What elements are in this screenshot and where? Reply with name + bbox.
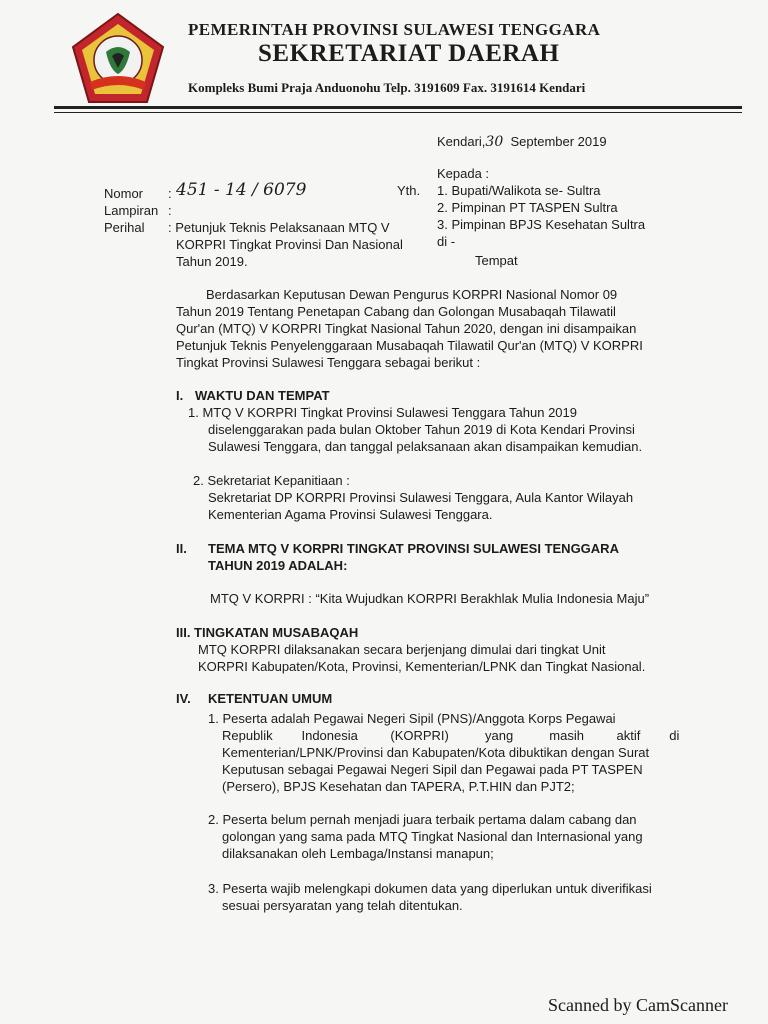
recipient-tempat: Tempat — [475, 253, 518, 268]
section-4-text: 2. Peserta belum pernah menjadi juara terbaik pertama dalam cabang dan — [208, 812, 637, 827]
recipient-yth: Yth. — [397, 183, 421, 198]
section-1-number: I. — [176, 388, 184, 403]
section-4-text: (Persero), BPJS Kesehatan dan TAPERA, P.T.HIN dan PJT2; — [222, 779, 575, 794]
section-3-text: MTQ KORPRI dilaksanakan secara berjenjang dimulai dari tingkat Unit — [198, 642, 606, 657]
lampiran-sep: : — [168, 203, 172, 218]
section-1-text: Sekretariat DP KORPRI Provinsi Sulawesi Tenggara, Aula Kantor Wilayah — [208, 490, 634, 505]
section-4-text: 3. Peserta wajib melengkapi dokumen data yang diperlukan untuk diverifikasi — [208, 881, 652, 896]
recipient-di: di - — [437, 234, 456, 249]
section-1-title: WAKTU DAN TEMPAT — [195, 388, 330, 403]
intro-line: Qur'an (MTQ) V KORPRI Tingkat Nasional Tahun 2020, dengan ini disampaikan — [176, 321, 637, 336]
section-2-theme: MTQ V KORPRI : “Kita Wujudkan KORPRI Berakhlak Mulia Indonesia Maju” — [210, 591, 650, 606]
section-1-text: Kementerian Agama Provinsi Sulawesi Tenggara. — [208, 507, 493, 522]
recipient-item: 1. Bupati/Walikota se- Sultra — [437, 183, 601, 198]
section-4-text: Republik Indonesia (KORPRI) yang masih aktif di — [222, 728, 680, 743]
section-1-text: 1. MTQ V KORPRI Tingkat Provinsi Sulawesi Tenggara Tahun 2019 — [188, 405, 577, 420]
letterhead-address: Kompleks Bumi Praja Anduonohu Telp. 3191609 Fax. 3191614 Kendari — [188, 80, 586, 95]
intro-line: Tahun 2019 Tentang Penetapan Cabang dan Golongan Musabaqah Tilawatil — [176, 304, 616, 319]
recipient-kepada: Kepada : — [437, 166, 490, 181]
section-4-text: Keputusan sebagai Pegawai Negeri Sipil dan Pegawai pada PT TASPEN — [222, 762, 643, 777]
section-4-text: Kementerian/LPNK/Provinsi dan Kabupaten/Kota dibuktikan dengan Surat — [222, 745, 650, 760]
section-1-text: 2. Sekretariat Kepanitiaan : — [193, 473, 350, 488]
provincial-emblem-logo — [70, 12, 166, 104]
letterhead-rule-thick — [54, 106, 742, 109]
recipient-item: 3. Pimpinan BPJS Kesehatan Sultra — [437, 217, 646, 232]
section-4-text: golongan yang sama pada MTQ Tingkat Nasional dan Internasional yang — [222, 829, 643, 844]
intro-line: Petunjuk Teknis Penyelenggaraan Musabaqah Tilawatil Qur'an (MTQ) V KORPRI — [176, 338, 643, 353]
scanner-watermark: Scanned by CamScanner — [548, 995, 728, 1015]
letterhead-title: SEKRETARIAT DAERAH — [258, 40, 560, 67]
section-4-number: IV. — [176, 691, 191, 706]
section-1-text: diselenggarakan pada bulan Oktober Tahun 2019 di Kota Kendari Provinsi — [208, 422, 635, 437]
letterhead-rule-thin — [54, 112, 742, 113]
perihal-line: Tahun 2019. — [176, 254, 248, 269]
section-1-text: Sulawesi Tenggara, dan tanggal pelaksanaan akan disampaikan kemudian. — [208, 439, 643, 454]
section-4-text: 1. Peserta adalah Pegawai Negeri Sipil (PNS)/Anggota Korps Pegawai — [208, 711, 616, 726]
perihal-line: : Petunjuk Teknis Pelaksanaan MTQ V — [168, 220, 390, 235]
section-2-title: TAHUN 2019 ADALAH: — [208, 558, 348, 573]
section-4-text: sesuai persyaratan yang telah ditentukan. — [222, 898, 463, 913]
recipient-item: 2. Pimpinan PT TASPEN Sultra — [437, 200, 618, 215]
nomor-sep: : — [168, 186, 172, 201]
perihal-label: Perihal — [104, 220, 145, 235]
perihal-line: KORPRI Tingkat Provinsi Dan Nasional — [176, 237, 403, 252]
section-2-number: II. — [176, 541, 187, 556]
section-3-text: KORPRI Kabupaten/Kota, Provinsi, Kementerian/LPNK dan Tingkat Nasional. — [198, 659, 646, 674]
intro-line: Tingkat Provinsi Sulawesi Tenggara sebagai berikut : — [176, 355, 481, 370]
nomor-label: Nomor — [104, 186, 144, 201]
intro-line: Berdasarkan Keputusan Dewan Pengurus KORPRI Nasional Nomor 09 — [206, 287, 618, 302]
letterhead-government: PEMERINTAH PROVINSI SULAWESI TENGGARA — [188, 20, 601, 39]
letter-date: Kendari,30 September 2019 — [437, 134, 607, 150]
section-2-title: TEMA MTQ V KORPRI TINGKAT PROVINSI SULAWESI TENGGARA — [208, 541, 619, 556]
lampiran-label: Lampiran — [104, 203, 159, 218]
section-4-text: dilaksanakan oleh Lembaga/Instansi manapun; — [222, 846, 494, 861]
nomor-handwritten-value: 451 - 14 / 6079 — [176, 180, 307, 200]
section-3-title: III. TINGKATAN MUSABAQAH — [176, 625, 359, 640]
section-4-title: KETENTUAN UMUM — [208, 691, 333, 706]
